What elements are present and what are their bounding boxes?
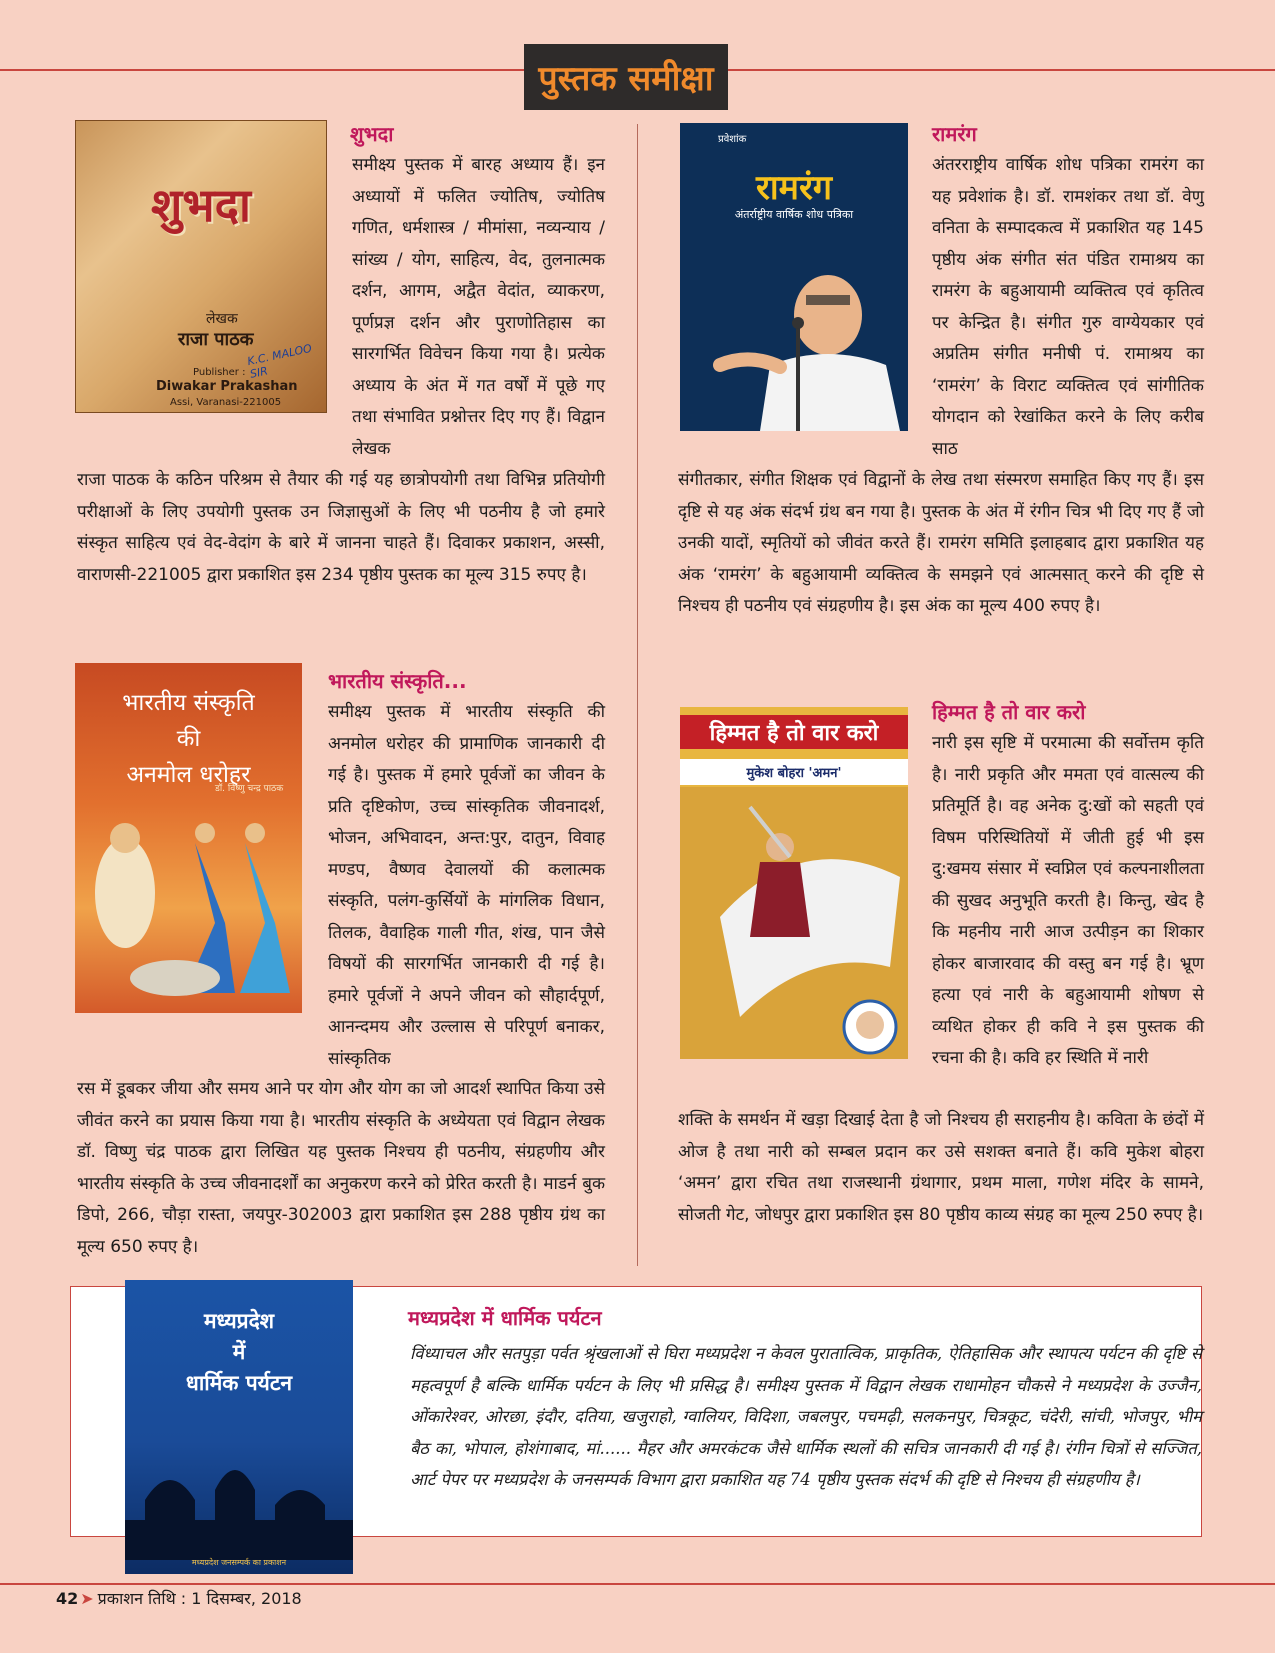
cover-author: मुकेश बोहरा 'अमन' [680, 759, 908, 785]
review-body-himmat-bottom: शक्ति के समर्थन में खड़ा दिखाई देता है जो निश्चय ही सराहनीय है। कविता के छंदों में ओज है तथा नारी को सम्बल प्रदान कर उसे सशक्त बनाते हैं। कवि मुकेश बोहरा ‘अमन’ द्वारा रचित तथा राजस्थानी ग्रंथागार, प्रथम माला, गणेश मंदिर के सामने, सोजती गेट, जोधपुर द्वारा प्रकाशित इस 80 पृष्ठीय काव्य संग्रह का मूल्य 250 रुपए है। [678, 1110, 1204, 1225]
review-body-sanskriti-bottom: रस में डूबकर जीया और समय आने पर योग और योग का जो आदर्श स्थापित किया उसे जीवंत करने का प्रयास किया गया है। भारतीय संस्कृति के अध्येयता एवं विद्वान लेखक डॉ. विष्णु चंद्र पाठक द्वारा लिखित यह पुस्तक निश्चय ही पठनीय, संग्रहणीय और भारतीय संस्कृति के उच्च जीवनादर्शों का अनुकरण करने को प्रेरित करती है। माडर्न बुक डिपो, 266, चौड़ा रास्ता, जयपुर-302003 द्वारा प्रकाशित इस 288 पृष्ठीय ग्रंथ का मूल्य 650 रुपए है। [77, 1079, 605, 1257]
cover-title: हिम्मत है तो वार करो [680, 715, 908, 749]
review-body-shubhada-top: समीक्ष्य पुस्तक में बारह अध्याय हैं। इन अध्यायों में फलित ज्योतिष, ज्योतिष गणित, धर्मशास्त्र / मीमांसा, नव्यन्याय / सांख्य / योग, साहित्य, वेद, तुलनात्मक दर्शन, आगम, अद्वैत वेदांत, व्याकरण, पूर्णप्रज्ञ दर्शन और पुराणोतिहास का सारगर्भित विवेचन किया गया है। प्रत्येक अध्याय के अंत में गत वर्षों में पूछे गए तथा संभावित प्रश्नोत्तर दिए गए हैं। विद्वान लेखक [352, 155, 605, 459]
review-heading-ramrang: रामरंग [932, 122, 977, 146]
cover-title: रामरंग [755, 168, 833, 208]
himmat-cover-image [680, 707, 908, 1059]
cover-title-line: धार्मिक पर्यटन [185, 1371, 293, 1395]
dancers-illustration [75, 803, 302, 1013]
review-body-mp: विंध्याचल और सतपुड़ा पर्वत श्रृंखलाओं से घिरा मध्यप्रदेश न केवल पुरातात्विक, प्राकृतिक, ऐतिहासिक और स्थापत्य पर्यटन की दृष्टि से महत्वपूर्ण है बल्कि धार्मिक पर्यटन के लिए भी प्रसिद्ध है। समीक्ष्य पुस्तक में विद्वान लेखक राधामोहन चौकसे ने मध्यप्रदेश के उज्जैन, ओंकारेश्वर, ओरछा, इंदौर, दतिया, खजुराहो, ग्वालियर, विदिशा, जबलपुर, पचमढ़ी, सलकनपुर, चित्रकूट, चंदेरी, सांची, भोजपुर, भीम बैठ का, भोपाल, होशंगाबाद, मां...... मैहर और अमरकंटक जैसे धार्मिक स्थलों की सचित्र जानकारी दी गई है। रंगीन चित्रों से सज्जित, आर्ट पेपर पर मध्यप्रदेश के जनसम्पर्क विभाग द्वारा प्रकाशित यह 74 पृष्ठीय पुस्तक संदर्भ की दृष्टि से निश्चय ही संग्रहणीय है। [410, 1344, 1202, 1489]
page-number: 42 [56, 1589, 79, 1608]
review-heading-himmat: हिम्मत है तो वार करो [932, 700, 1086, 724]
cover-title-line: मध्यप्रदेश [203, 1309, 274, 1333]
cover-publisher: Diwakar Prakashan [156, 379, 298, 394]
cover-author: डॉ. विष्णु चन्द्र पाठक [215, 784, 284, 794]
cover-title-line: में [232, 1340, 246, 1364]
review-heading-mp: मध्यप्रदेश में धार्मिक पर्यटन [408, 1306, 602, 1330]
cover-title-line: की [176, 726, 201, 752]
cover-pretitle: प्रवेशांक [718, 134, 747, 145]
shubhada-cover-image [75, 120, 327, 413]
review-body-ramrang-top: अंतरराष्ट्रीय वार्षिक शोध पत्रिका रामरंग का यह प्रवेशांक है। डॉ. रामशंकर तथा डॉ. वेणु वनिता के सम्पादकत्व में प्रकाशित यह 145 पृष्ठीय अंक संगीत संत पंडित रामाश्रय का रामरंग के बहुआयामी व्यक्तित्व एवं कृतित्व पर केन्द्रित है। संगीत गुरु वाग्येयकार एवं अप्रतिम संगीत मनीषी पं. रामाश्रय का ‘रामरंग’ के विराट व्यक्तित्व एवं सांगीतिक योगदान को रेखांकित करने के लिए करीब साठ [932, 155, 1204, 459]
column-divider [637, 124, 638, 1266]
section-title: पुस्तक समीक्षा [524, 44, 728, 110]
publication-date: प्रकाशन तिथि : 1 दिसम्बर, 2018 [97, 1589, 302, 1608]
cover-title [75, 685, 302, 793]
cover-footer: मध्यप्रदेश जनसम्पर्क का प्रकाशन [191, 1558, 287, 1567]
review-body-sanskriti-top: समीक्ष्य पुस्तक में भारतीय संस्कृति की अनमोल धरोहर की प्रामाणिक जानकारी दी गई है। पुस्तक में हमारे पूर्वजों का जीवन के प्रति दृष्टिकोण, उच्च सांस्कृतिक जीवनादर्श, भोजन, अभिवादन, अन्त:पुर, दातुन, विवाह मण्डप, वैष्णव देवालयों की कलात्मक संस्कृति, पलंग-कुर्सियों के मांगलिक विधान, तिलक, वैवाहिक गाली गीत, शंख, पान जैसे विषयों की सारगर्भित जानकारी दी गई है। हमारे पूर्वजों ने अपने जीवन को सौहार्दपूर्ण, आनन्दमय और उल्लास से परिपूर्ण बनाकर, सांस्कृतिक [328, 702, 605, 1069]
bottom-rule [0, 1583, 1275, 1585]
warrior-illustration [680, 787, 908, 1059]
review-body-ramrang-bottom: संगीतकार, संगीत शिक्षक एवं विद्वानों के लेख तथा संस्मरण समाहित किए गए हैं। इस दृष्टि से यह अंक संदर्भ ग्रंथ बन गया है। पुस्तक के अंत में रंगीन चित्र भी दिए गए हैं जो उनकी यादों, स्मृतियों को जीवंत करते हैं। रामरंग समिति इलाहबाद द्वारा प्रकाशित यह अंक ‘रामरंग’ के बहुआयामी व्यक्तित्व के समझने एवं आत्मसात् करने की दृष्टि से निश्चय ही पठनीय एवं संग्रहणीय है। इस अंक का मूल्य 400 रुपए है। [678, 470, 1204, 616]
cover-title: शुभदा [151, 178, 251, 232]
cover-publisher-label: Publisher : [193, 367, 246, 378]
temple-silhouette-illustration [125, 1430, 353, 1560]
arrow-icon: ➤ [80, 1589, 94, 1608]
mp-cover-image [125, 1280, 353, 1574]
cover-author: राजा पाठक [178, 329, 254, 350]
page-footer [56, 1587, 302, 1609]
sanskriti-cover-image [75, 663, 302, 1013]
handwritten-signature: K.C. MALOO SIR [246, 341, 313, 381]
cover-subtitle: अंतर्राष्ट्रीय वार्षिक शोध पत्रिका [734, 208, 854, 221]
portrait-illustration [710, 255, 900, 431]
cover-author-label: लेखक [206, 311, 238, 327]
review-heading-sanskriti: भारतीय संस्कृति... [328, 669, 467, 693]
review-heading-shubhada: शुभदा [350, 122, 394, 146]
cover-title-line: भारतीय संस्कृति [122, 690, 255, 716]
cover-title-line: अनमोल धरोहर [126, 762, 251, 788]
review-body-himmat-top: नारी इस सृष्टि में परमात्मा की सर्वोत्तम कृति है। नारी प्रकृति और ममता एवं वात्सल्य की प्रतिमूर्ति है। वह अनेक दु:खों को सहती एवं विषम परिस्थितियों में जीती हुई भी इस दु:खमय संसार में स्वप्निल एवं कल्पनाशीलता की सुखद अनुभूति करती है। किन्तु, खेद है कि महनीय नारी आज उत्पीड़न का शिकार होकर बाजारवाद की वस्तु बन गई है। भ्रूण हत्या एवं नारी के बहुआयामी शोषण से व्यथित होकर ही कवि ने इस पुस्तक की रचना की है। कवि हर स्थिति में नारी [932, 733, 1204, 1068]
ramrang-cover-image [680, 123, 908, 431]
cover-address: Assi, Varanasi-221005 [170, 397, 282, 408]
review-body-shubhada-bottom: राजा पाठक के कठिन परिश्रम से तैयार की गई यह छात्रोपयोगी तथा विभिन्न प्रतियोगी परीक्षाओं के लिए उपयोगी पुस्तक उन जिज्ञासुओं के लिए भी पठनीय है जो हमारे संस्कृत साहित्य एवं वेद-वेदांग के बारे में जानना चाहते हैं। दिवाकर प्रकाशन, अस्सी, वाराणसी-221005 द्वारा प्रकाशित इस 234 पृष्ठीय पुस्तक का मूल्य 315 रुपए है। [77, 470, 605, 585]
cover-title [125, 1306, 353, 1399]
